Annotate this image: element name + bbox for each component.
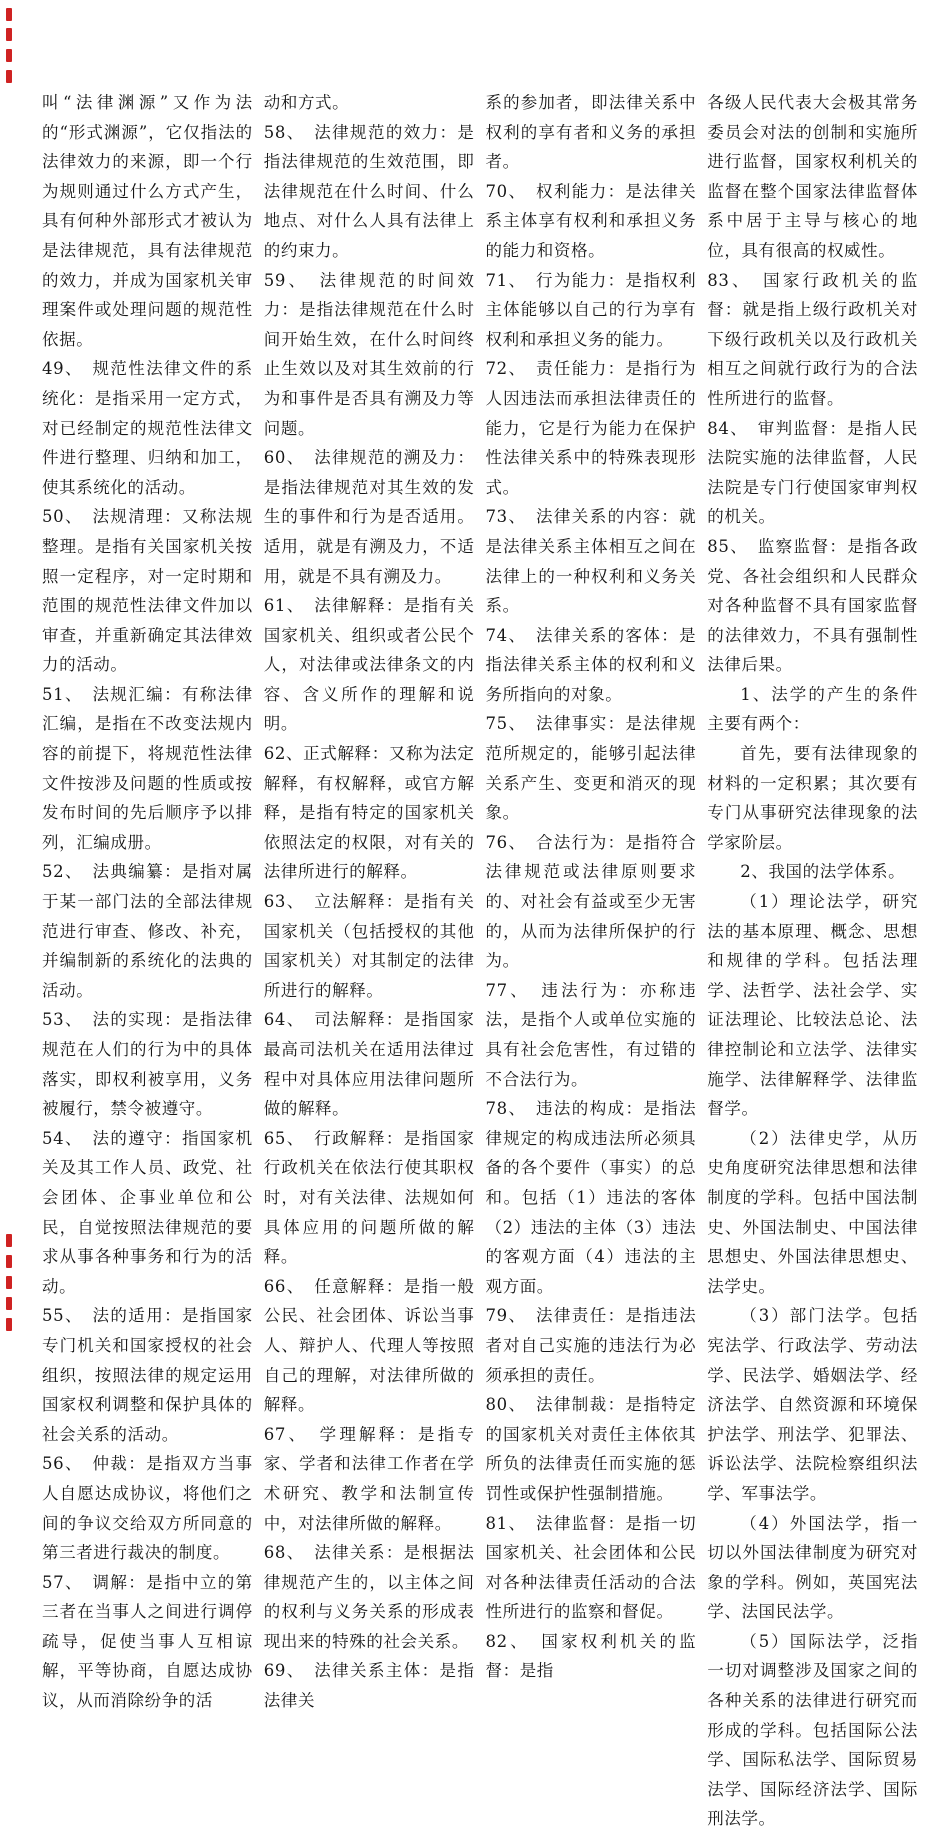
paragraph: 62、正式解释：又称为法定解释，有权解释，或官方解释，是指有特定的国家机关依照法定的权限，对有关的法律所进行的解释。 bbox=[263, 744, 475, 882]
paragraph: （1）理论法学，研究法的基本原理、概念、思想和规律的学科。包括法理学、法哲学、法社会学、实证法理论、比较法总论、法律控制论和立法学、法律实施学、法律解释学、法律监督学。 bbox=[707, 892, 918, 1119]
paragraph: 2、我国的法学体系。 bbox=[740, 862, 906, 882]
red-margin-mark bbox=[6, 49, 12, 62]
paragraph: 66、 任意解释：是指一般公民、社会团体、诉讼当事人、辩护人、代理人等按照自己的理解，对法律所做的解释。 bbox=[263, 1276, 475, 1415]
paragraph: 74、 法律关系的客体：是指法律关系主体的权利和义务所指向的对象。 bbox=[485, 625, 697, 704]
paragraph: 80、 法律制裁：是指特定的国家机关对责任主体依其所负的法律责任而实施的惩罚性或保护性强制措施。 bbox=[485, 1395, 697, 1503]
paragraph: 65、 行政解释：是指国家行政机关在依法行使其职权时，对有关法律、法规如何具体应用的问题所做的解释。 bbox=[263, 1128, 475, 1267]
paragraph: 动和方式。 bbox=[263, 93, 350, 112]
text-column bbox=[264, 88, 475, 1834]
paragraph: 49、 规范性法律文件的系统化：是指采用一定方式，对已经制定的规范性法律文件进行整理、归纳和加工，使其系统化的活动。 bbox=[42, 359, 253, 497]
paragraph: 55、 法的适用：是指国家专门机关和国家授权的社会组织，按照法律的规定运用国家权利调整和保护具体的社会关系的活动。 bbox=[42, 1306, 253, 1444]
red-margin-mark bbox=[6, 1297, 12, 1310]
paragraph: 67、 学理解释：是指专家、学者和法律工作者在学术研究、教学和法制宣传中，对法律所做的解释。 bbox=[263, 1424, 475, 1533]
paragraph: 78、 违法的构成：是指法律规定的构成违法所必须具备的各个要件（事实）的总和。包括（1）违法的客体（2）违法的主体（3）违法的客观方面（4）违法的主观方面。 bbox=[485, 1099, 697, 1296]
paragraph: （5）国际法学，泛指一切对调整涉及国家之间的各种关系的法律进行研究而形成的学科。包括国际公法学、国际私法学、国际贸易法学、国际经济法学、国际刑法学。 bbox=[707, 1631, 918, 1829]
paragraph: 1、法学的产生的条件主要有两个： bbox=[707, 684, 918, 734]
paragraph: 56、 仲裁：是指双方当事人自愿达成协议，将他们之间的争议交给双方所同意的第三者进行裁决的制度。 bbox=[42, 1454, 253, 1563]
red-margin-mark bbox=[6, 1255, 12, 1268]
paragraph: 54、 法的遵守：指国家机关及其工作人员、政党、社会团体、企事业单位和公民，自觉按照法律规范的要求从事各种事务和行为的活动。 bbox=[42, 1128, 253, 1296]
paragraph: （2）法律史学，从历史角度研究法律思想和法律制度的学科。包括中国法制史、外国法制史、中国法律思想史、外国法律思想史、法学史。 bbox=[707, 1128, 918, 1296]
red-margin-mark bbox=[6, 1276, 12, 1289]
paragraph: 50、 法规清理：又称法规整理。是指有关国家机关按照一定程序，对一定时期和范围的规范性法律文件加以审查，并重新确定其法律效力的活动。 bbox=[42, 507, 253, 675]
paragraph: 53、 法的实现：是指法律规范在人们的行为中的具体落实，即权利被享用，义务被履行，禁令被遵守。 bbox=[42, 1010, 253, 1119]
paragraph: 60、 法律规范的溯及力：是指法律规范对其生效的发生的事件和行为是否适用。适用，就是有溯及力，不适用，就是不具有溯及力。 bbox=[263, 448, 475, 586]
red-margin-mark bbox=[6, 1318, 12, 1331]
paragraph: 64、 司法解释：是指国家最高司法机关在适用法律过程中对具体应用法律问题所做的解释。 bbox=[263, 1010, 475, 1119]
paragraph: 首先，要有法律现象的材料的一定积累；其次要有专门从事研究法律现象的法学家阶层。 bbox=[707, 744, 918, 852]
red-margin-mark bbox=[6, 28, 12, 41]
paragraph: 52、 法典编纂：是指对属于某一部门法的全部法律规范进行审查、修改、补充，并编制新的系统化的法典的活动。 bbox=[42, 862, 253, 1000]
text-column bbox=[42, 88, 253, 1834]
paragraph: 85、 监察监督：是指各政党、各社会组织和人民群众对各种监督不具有国家监督的法律效力，不具有强制性法律后果。 bbox=[707, 536, 918, 675]
paragraph: 70、 权利能力：是法律关系主体享有权利和承担义务的能力和资格。 bbox=[485, 181, 697, 260]
paragraph: 61、 法律解释：是指有关国家机关、组织或者公民个人，对法律或法律条文的内容、含义所作的理解和说明。 bbox=[263, 596, 475, 734]
paragraph: 58、 法律规范的效力：是指法律规范的生效范围，即法律规范在什么时间、什么地点、对什么人具有法律上的约束力。 bbox=[263, 122, 475, 260]
text-columns-container bbox=[42, 88, 918, 1834]
paragraph: 叫“法律渊源”又作为法的“形式渊源”，它仅指法的法律效力的来源，即一个行为规则通过什么方式产生，具有何种外部形式才被认为是法律规范，具有法律规范的效力，并成为国家机关审理案件或处理问题的规范性依据。 bbox=[42, 93, 253, 349]
paragraph: 82、 国家权利机关的监督：是指 bbox=[485, 1631, 697, 1681]
red-margin-mark bbox=[6, 8, 12, 21]
red-margin-mark bbox=[6, 1234, 12, 1247]
paragraph: 75、 法律事实：是法律规范所规定的，能够引起法律关系产生、变更和消灭的现象。 bbox=[485, 714, 697, 823]
paragraph: （4）外国法学，指一切以外国法律制度为研究对象的学科。例如，英国宪法学、法国民法学。 bbox=[707, 1513, 918, 1622]
text-column bbox=[486, 88, 697, 1834]
paragraph: 59、 法律规范的时间效力：是指法律规范在什么时间开始生效，在什么时间终止生效以及对其生效前的行为和事件是否具有溯及力等问题。 bbox=[263, 270, 475, 438]
paragraph: 72、 责任能力：是指行为人因违法而承担法律责任的能力，它是行为能力在保护性法律关系中的特殊表现形式。 bbox=[485, 359, 697, 497]
red-margin-marks bbox=[0, 0, 20, 1344]
paragraph: 83、 国家行政机关的监督：就是指上级行政机关对下级行政机关以及行政机关相互之间就行政行为的合法性所进行的监督。 bbox=[707, 270, 918, 408]
paragraph: 84、 审判监督：是指人民法院实施的法律监督，人民法院是专门行使国家审判权的机关。 bbox=[707, 418, 918, 527]
paragraph: 81、 法律监督：是指一切国家机关、社会团体和公民对各种法律责任活动的合法性所进行的监察和督促。 bbox=[485, 1513, 697, 1622]
paragraph: 57、 调解：是指中立的第三者在当事人之间进行调停疏导，促使当事人互相谅解，平等协商，自愿达成协议，从而消除纷争的活 bbox=[42, 1572, 253, 1711]
paragraph: 73、 法律关系的内容：就是法律关系主体相互之间在法律上的一种权利和义务关系。 bbox=[485, 507, 697, 616]
paragraph: （3）部门法学。包括宪法学、行政法学、劳动法学、民法学、婚姻法学、经济法学、自然资源和环境保护法学、刑法学、犯罪法、诉讼法学、法院检察组织法学、军事法学。 bbox=[707, 1306, 918, 1503]
paragraph: 79、 法律责任：是指违法者对自己实施的违法行为必须承担的责任。 bbox=[485, 1306, 697, 1385]
paragraph: 63、 立法解释：是指有关国家机关（包括授权的其他国家机关）对其制定的法律所进行的解释。 bbox=[263, 892, 475, 1000]
paragraph: 系的参加者，即法律关系中权利的享有者和义务的承担者。 bbox=[485, 93, 697, 172]
text-column bbox=[707, 88, 918, 1834]
paragraph: 76、 合法行为：是指符合法律规范或法律原则要求的、对社会有益或至少无害的，从而为法律所保护的行为。 bbox=[485, 832, 697, 971]
red-margin-mark bbox=[6, 70, 12, 83]
paragraph: 77、 违法行为：亦称违法，是指个人或单位实施的具有社会危害性，有过错的不合法行为。 bbox=[485, 980, 697, 1089]
paragraph: 68、 法律关系：是根据法律规范产生的，以主体之间的权利与义务关系的形成表现出来的特殊的社会关系。 bbox=[263, 1543, 475, 1651]
paragraph: 69、 法律关系主体：是指法律关 bbox=[263, 1661, 475, 1711]
paragraph: 51、 法规汇编：有称法律汇编，是指在不改变法规内容的前提下，将规范性法律文件按涉及问题的性质或按发布时间的先后顺序予以排列，汇编成册。 bbox=[42, 684, 253, 852]
paragraph: 各级人民代表大会极其常务委员会对法的创制和实施所进行监督，国家权利机关的监督在整个国家法律监督体系中居于主导与核心的地位，具有很高的权威性。 bbox=[707, 93, 918, 260]
paragraph: 71、 行为能力：是指权利主体能够以自己的行为享有权利和承担义务的能力。 bbox=[485, 270, 697, 349]
